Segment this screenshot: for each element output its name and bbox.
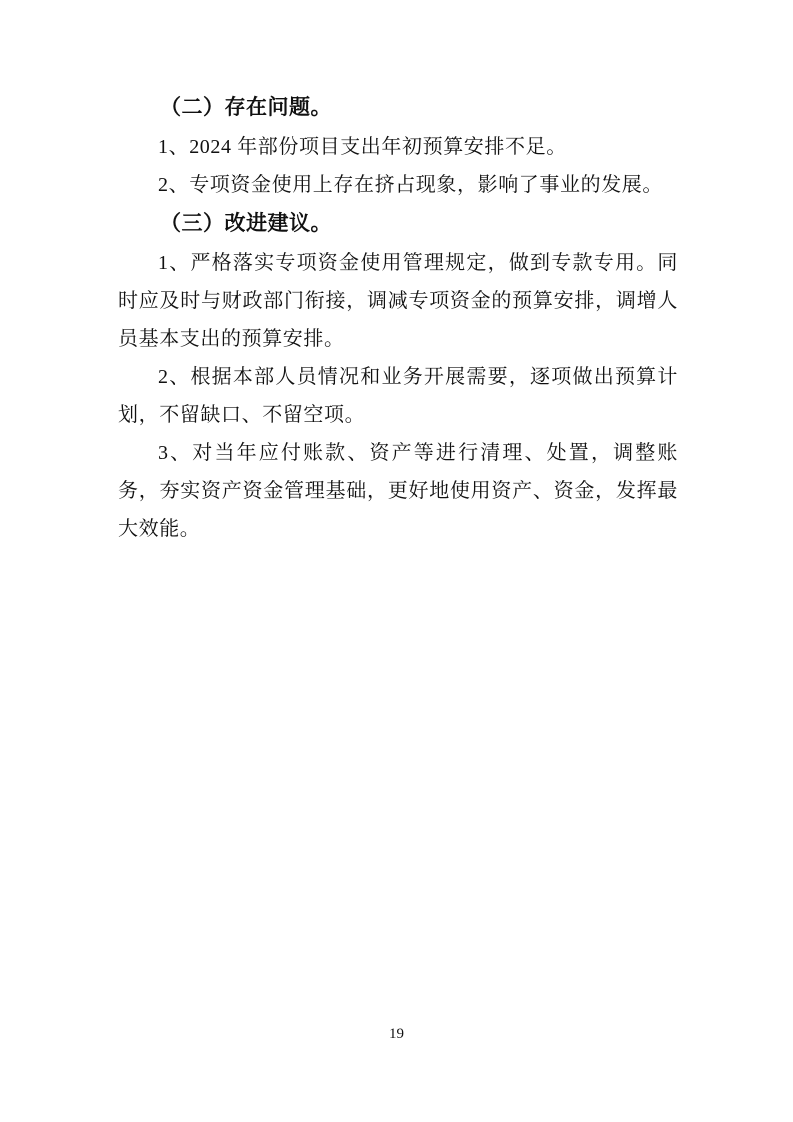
section-heading-existing-problems: （二）存在问题。	[160, 95, 332, 119]
section-heading-improvement-suggestions: （三）改进建议。	[160, 211, 332, 235]
page-number: 19	[389, 1026, 404, 1042]
paragraph-problem-1: 1、2024 年部份项目支出年初预算安排不足。	[158, 136, 567, 158]
paragraph-problem-2: 2、专项资金使用上存在挤占现象，影响了事业的发展。	[158, 174, 663, 196]
document-body	[118, 88, 678, 548]
paragraph-suggestion-1: 1、严格落实专项资金使用管理规定，做到专款专用。同时应及时与财政部门衔接，调减专项资金的预算安排，调增人员基本支出的预算安排。	[118, 252, 678, 350]
paragraph-suggestion-2: 2、根据本部人员情况和业务开展需要，逐项做出预算计划，不留缺口、不留空项。	[118, 366, 678, 426]
paragraph-suggestion-3: 3、对当年应付账款、资产等进行清理、处置，调整账务，夯实资产资金管理基础，更好地使用资产、资金，发挥最大效能。	[118, 442, 678, 540]
